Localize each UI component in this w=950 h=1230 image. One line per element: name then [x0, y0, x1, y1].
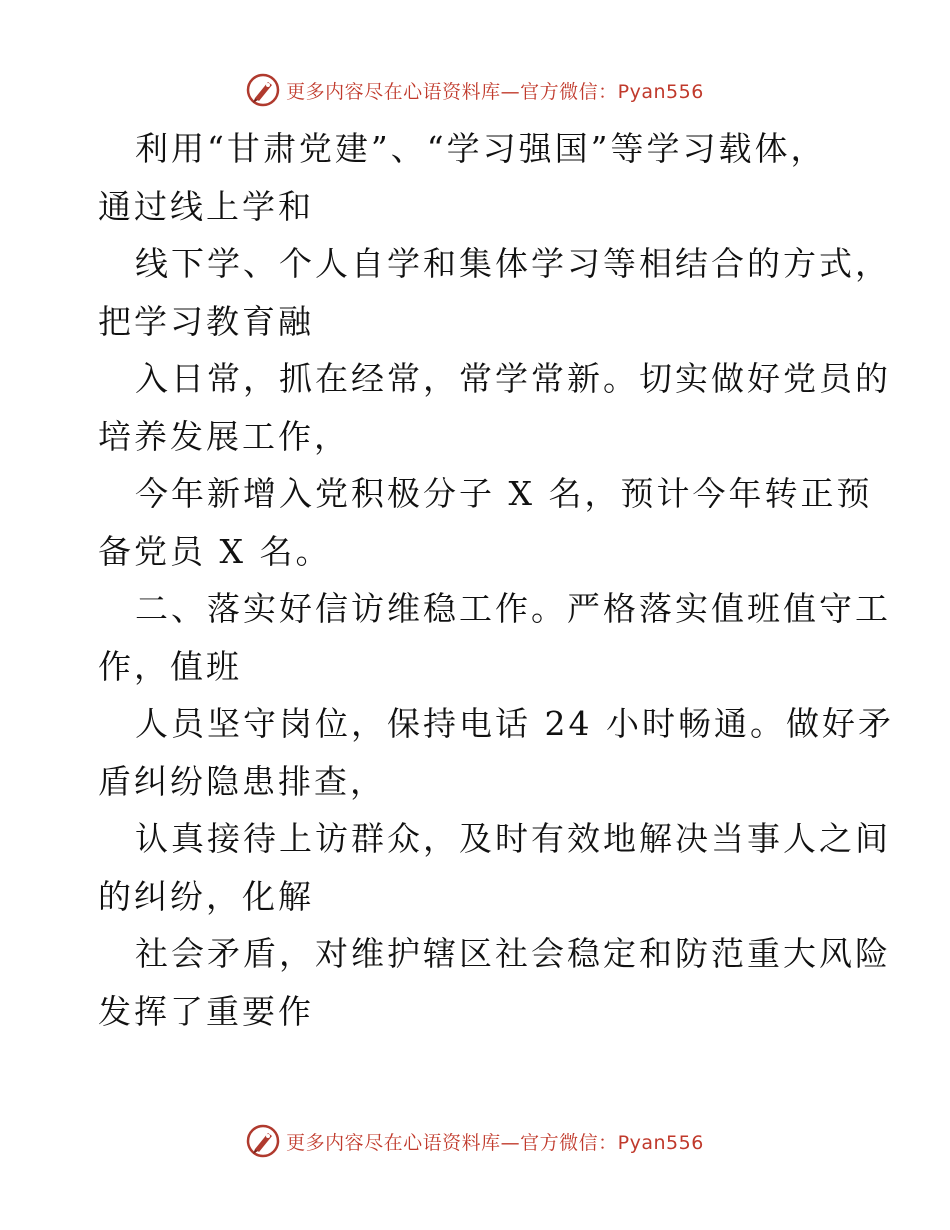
body-line: 把学习教育融 — [98, 301, 314, 341]
body-line: 盾纠纷隐患排查， — [98, 761, 386, 801]
footer-banner — [0, 1121, 950, 1161]
pen-logo-icon — [246, 1124, 280, 1158]
footer-banner-text: 更多内容尽在心语资料库—官方微信：Pyan556 — [286, 1131, 704, 1154]
body-line: 通过线上学和 — [98, 186, 314, 226]
body-line: 作，值班 — [98, 646, 242, 686]
header-banner — [0, 70, 950, 110]
body-line: 备党员 X 名。 — [98, 531, 332, 571]
body-line: 社会矛盾，对维护辖区社会稳定和防范重大风险 — [135, 934, 891, 973]
body-line: 今年新增入党积极分子 X 名，预计今年转正预 — [135, 474, 873, 513]
body-line: 发挥了重要作 — [98, 991, 314, 1031]
header-banner-text: 更多内容尽在心语资料库—官方微信：Pyan556 — [286, 80, 704, 103]
body-line: 入日常，抓在经常，常学常新。切实做好党员的 — [135, 359, 891, 398]
body-line: 培养发展工作， — [98, 416, 350, 456]
body-line: 认真接待上访群众，及时有效地解决当事人之间 — [135, 819, 891, 858]
body-line: 线下学、个人自学和集体学习等相结合的方式， — [135, 244, 891, 283]
pen-logo-icon — [246, 73, 280, 107]
body-line: 的纠纷，化解 — [98, 876, 314, 916]
body-line: 人员坚守岗位，保持电话 24 小时畅通。做好矛 — [135, 704, 894, 743]
body-line: 利用“甘肃党建”、“学习强国”等学习载体， — [135, 129, 827, 168]
body-line: 二、落实好信访维稳工作。严格落实值班值守工 — [135, 589, 891, 628]
body-text — [98, 120, 894, 1040]
